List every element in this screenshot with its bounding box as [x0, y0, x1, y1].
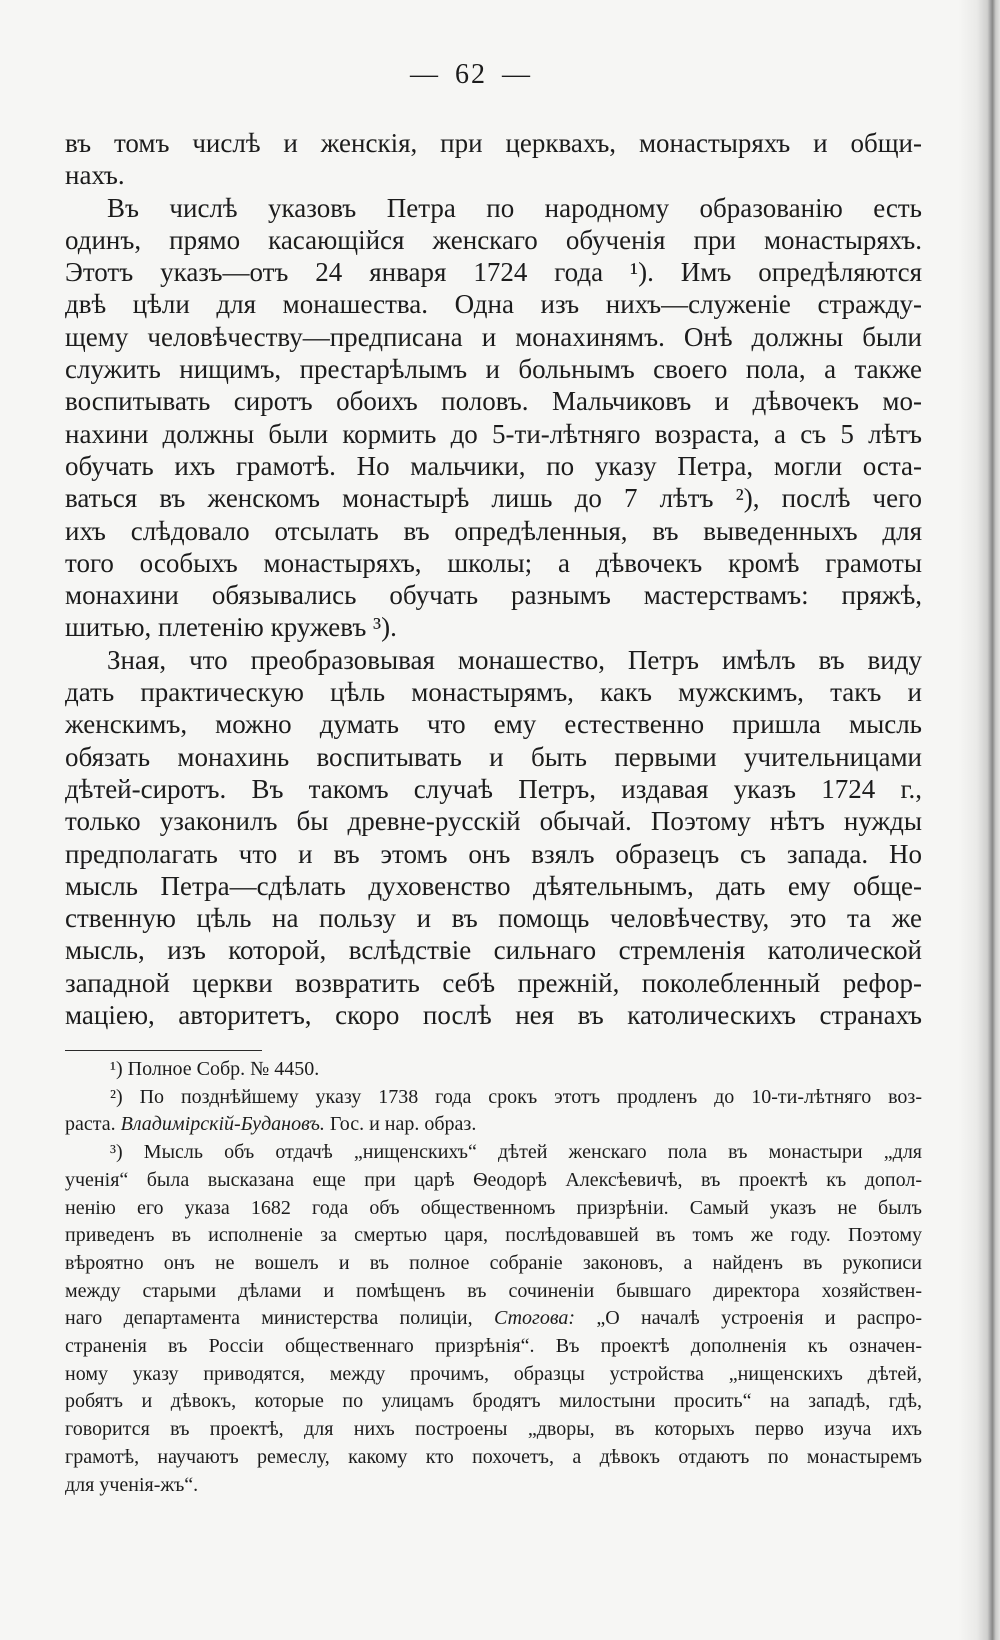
- footnote-line: ²) По позднѣйшему указу 1738 года срокъ этотъ продленъ до 10-ти-лѣтняго воз-: [110, 1085, 922, 1108]
- citation-author: Стогова:: [493, 1307, 576, 1330]
- footnote-2: [65, 1084, 922, 1139]
- footnote-text: Гос. и нар. образ.: [324, 1113, 477, 1136]
- footnote-line: [65, 1111, 922, 1139]
- text-line: ственную цѣль на пользу и въ помощь человѣчеству, это та же: [65, 903, 922, 934]
- footnote-line: ¹) Полное Собр. № 4450.: [110, 1058, 320, 1080]
- footnote-line: грамотѣ, научаютъ ремеслу, какому кто похочетъ, а дѣвокъ отдаютъ по монастыремъ: [65, 1445, 922, 1468]
- paragraph: [65, 644, 922, 1032]
- text-line: маціею, авторитетъ, скоро послѣ нея въ католическихъ странахъ: [65, 1000, 922, 1031]
- footnote-line: приведенъ въ исполненіе за смертью царя, послѣдовавшей въ томъ же году. Поэтому: [65, 1224, 922, 1247]
- footnote-separator: [65, 1050, 262, 1051]
- text-line: одинъ, прямо касающійся женскаго обученія при монастыряхъ.: [65, 224, 922, 255]
- text-line: Въ числѣ указовъ Петра по народному образованію есть: [107, 192, 922, 223]
- main-text: [65, 127, 922, 1031]
- footnote-text: наго департамента министерства полиціи,: [65, 1307, 494, 1330]
- text-line: нахъ.: [65, 160, 125, 191]
- footnote-line: вѣроятно онъ не вошелъ и въ полное собраніе законовъ, а найденъ въ рукописи: [65, 1251, 922, 1274]
- footnote-line: ученія“ была высказана еще при царѣ Ѳеодорѣ Алексѣевичѣ, въ проектѣ къ допол-: [65, 1168, 922, 1191]
- text-line: того особыхъ монастыряхъ, школы; а дѣвочекъ кромѣ грамоты: [65, 547, 922, 578]
- text-line: Этотъ указъ—отъ 24 января 1724 года ¹). Имъ опредѣляются: [65, 257, 922, 288]
- text-line: въ томъ числѣ и женскія, при церквахъ, монастыряхъ и общи-: [65, 128, 922, 158]
- footnote-1: [65, 1056, 922, 1084]
- paragraph: [65, 192, 922, 644]
- text-line: служить нищимъ, престарѣлымъ и больнымъ своего пола, а также: [65, 354, 922, 385]
- text-line: дѣтей-сиротъ. Въ такомъ случаѣ Петръ, издавая указъ 1724 г.,: [65, 773, 922, 804]
- footnote-3: [65, 1139, 922, 1499]
- footnote-line: между старыми дѣлами и помѣщенъ въ сочиненіи бывшаго директора хозяйствен-: [65, 1279, 922, 1302]
- footnote-line: говорится въ проектѣ, для нихъ построены „дворы, въ которыхъ перво изуча ихъ: [65, 1418, 922, 1441]
- text-line: только узаконилъ бы древне-русскій обычай. Поэтому нѣтъ нужды: [65, 806, 922, 837]
- text-line: обязать монахинь воспитывать и быть первыми учительницами: [65, 741, 922, 772]
- text-line: двѣ цѣли для монашества. Одна изъ нихъ—служеніе стражду-: [65, 289, 922, 320]
- text-line: предполагать что и въ этомъ онъ взялъ образецъ съ запада. Но: [65, 838, 922, 869]
- footnote-line: ному указу приводятся, между прочимъ, образцы устройства „нищенскихъ дѣтей,: [65, 1362, 922, 1385]
- text-line: воспитывать сиротъ обоихъ половъ. Мальчиковъ и дѣвочекъ мо-: [65, 386, 922, 417]
- text-line: женскимъ, можно думать что ему естественно пришла мысль: [65, 709, 922, 740]
- footnote-line: ненію его указа 1682 года объ общественномъ призрѣніи. Самый указъ не былъ: [65, 1196, 922, 1219]
- footnote-line: робятъ и дѣвокъ, которые по улицамъ бродятъ милостыни просить“ на западѣ, гдѣ,: [65, 1390, 922, 1413]
- footnote-line: страненія въ Россіи общественнаго призрѣнія“. Въ проектѣ дополненія къ означен-: [65, 1335, 922, 1358]
- text-line: Зная, что преобразовывая монашество, Петръ имѣлъ въ виду: [107, 644, 922, 675]
- text-line: дать практическую цѣль монастырямъ, какъ мужскимъ, такъ и: [65, 677, 922, 708]
- text-line: ваться въ женскомъ монастырѣ лишь до 7 лѣтъ ²), послѣ чего: [65, 483, 922, 514]
- footnote-text: „О началѣ устроенія и распро-: [575, 1307, 922, 1330]
- text-line: ихъ слѣдовало отсылать въ опредѣленныя, въ выведенныхъ для: [65, 515, 922, 546]
- footnote-line: ³) Мысль объ отдачѣ „нищенскихъ“ дѣтей женскаго пола въ монастыри „для: [110, 1141, 922, 1164]
- text-line: нахини должны были кормить до 5-ти-лѣтняго возраста, а съ 5 лѣтъ: [65, 418, 922, 449]
- footnote-line: [65, 1305, 922, 1333]
- text-line: шитью, плетенію кружевъ ³).: [65, 612, 397, 643]
- footnote-line: для ученія-жъ“.: [65, 1473, 199, 1496]
- citation-author: Владимірскій-Будановъ.: [120, 1113, 325, 1136]
- text-line: мысль Петра—сдѣлать духовенство дѣятельнымъ, дать ему обще-: [65, 870, 922, 901]
- page-number: — 62 —: [410, 59, 532, 90]
- page-edge-shadow: [958, 0, 1000, 1640]
- text-line: мысль, изъ которой, вслѣдствіе сильнаго стремленія католической: [65, 935, 922, 966]
- text-line: западной церкви возвратить себѣ прежній, поколебленный рефор-: [65, 967, 922, 998]
- footnotes: [65, 1056, 922, 1499]
- paragraph-continued: [65, 127, 922, 192]
- text-line: монахини обязывались обучать разнымъ мастерствамъ: пряжѣ,: [65, 580, 922, 611]
- text-line: обучать ихъ грамотѣ. Но мальчики, по указу Петра, могли оста-: [65, 450, 922, 481]
- footnote-text: раста.: [65, 1113, 121, 1136]
- text-line: щему человѣчеству—предписана и монахинямъ. Онѣ должны были: [65, 321, 922, 352]
